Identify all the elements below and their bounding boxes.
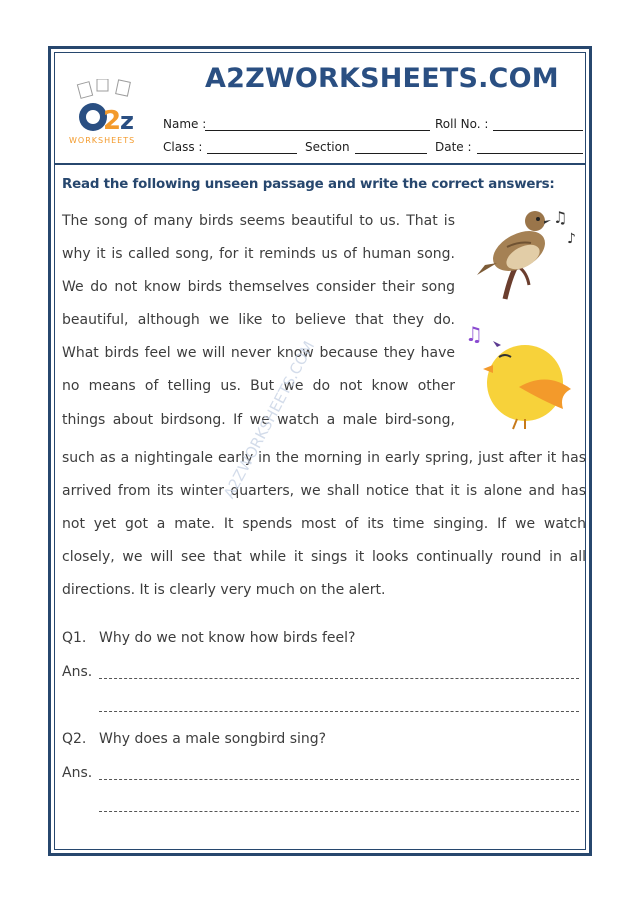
- worksheet-header: [55, 53, 585, 165]
- roll-label: Roll No. :: [435, 117, 489, 131]
- answer-label: Ans.: [62, 765, 93, 781]
- passage-line: no means of telling us. But we do not know other: [62, 378, 455, 394]
- music-note-icon: ♫: [465, 322, 483, 346]
- passage-line: closely, we will see that while it sings it looks continually round in all: [62, 549, 586, 565]
- svg-text:WORKSHEETS: WORKSHEETS: [69, 136, 136, 145]
- svg-text:♪: ♪: [567, 231, 576, 247]
- class-blank[interactable]: [207, 153, 297, 154]
- class-label: Class :: [163, 140, 203, 154]
- site-title: A2ZWORKSHEETS.COM: [205, 63, 559, 94]
- svg-text:z: z: [120, 107, 134, 135]
- answer-line[interactable]: [99, 678, 579, 679]
- passage-line: not yet got a mate. It spends most of its time singing. If we watch: [62, 516, 586, 532]
- passage-line: why it is called song, for it reminds us of human song.: [62, 246, 455, 262]
- worksheet-inner-frame: [54, 52, 586, 850]
- svg-text:2: 2: [103, 106, 122, 136]
- answer-line[interactable]: [99, 779, 579, 780]
- question-text: Why does a male songbird sing?: [99, 731, 327, 747]
- roll-blank[interactable]: [493, 130, 583, 131]
- watermark: A2ZWORKSHEETS.COM: [220, 338, 319, 502]
- answer-line[interactable]: [99, 711, 579, 712]
- question-number: Q2.: [62, 731, 87, 747]
- worksheet-frame: [48, 46, 592, 856]
- passage-line: such as a nightingale early in the morning in early spring, just after it has: [62, 450, 586, 466]
- date-blank[interactable]: [477, 153, 583, 154]
- name-blank[interactable]: [205, 130, 430, 131]
- date-label: Date :: [435, 140, 472, 154]
- answer-label: Ans.: [62, 664, 93, 680]
- nightingale-bird-icon: [467, 203, 587, 303]
- passage-line: The song of many birds seems beautiful to us. That is: [62, 213, 455, 229]
- answer-line[interactable]: [99, 811, 579, 812]
- passage-line: arrived from its winter quarters, we shall notice that it is alone and has: [62, 483, 586, 499]
- instruction-heading: Read the following unseen passage and write the correct answers:: [62, 177, 555, 192]
- passage-line: What birds feel we will never know because they have: [62, 345, 455, 361]
- question-number: Q1.: [62, 630, 87, 646]
- section-blank[interactable]: [355, 153, 427, 154]
- passage-line: directions. It is clearly very much on the alert.: [62, 582, 386, 598]
- a2z-logo-icon: [65, 79, 149, 147]
- passage-line: beautiful, although we like to believe that they do.: [62, 312, 455, 328]
- question-text: Why do we not know how birds feel?: [99, 630, 356, 646]
- yellow-bird-icon: [463, 315, 587, 433]
- svg-text:♫: ♫: [553, 208, 568, 227]
- name-label: Name :: [163, 117, 207, 131]
- passage-line: things about birdsong. If we watch a male bird-song,: [62, 412, 455, 428]
- passage-line: We do not know birds themselves consider their song: [62, 279, 455, 295]
- section-label: Section: [305, 140, 350, 154]
